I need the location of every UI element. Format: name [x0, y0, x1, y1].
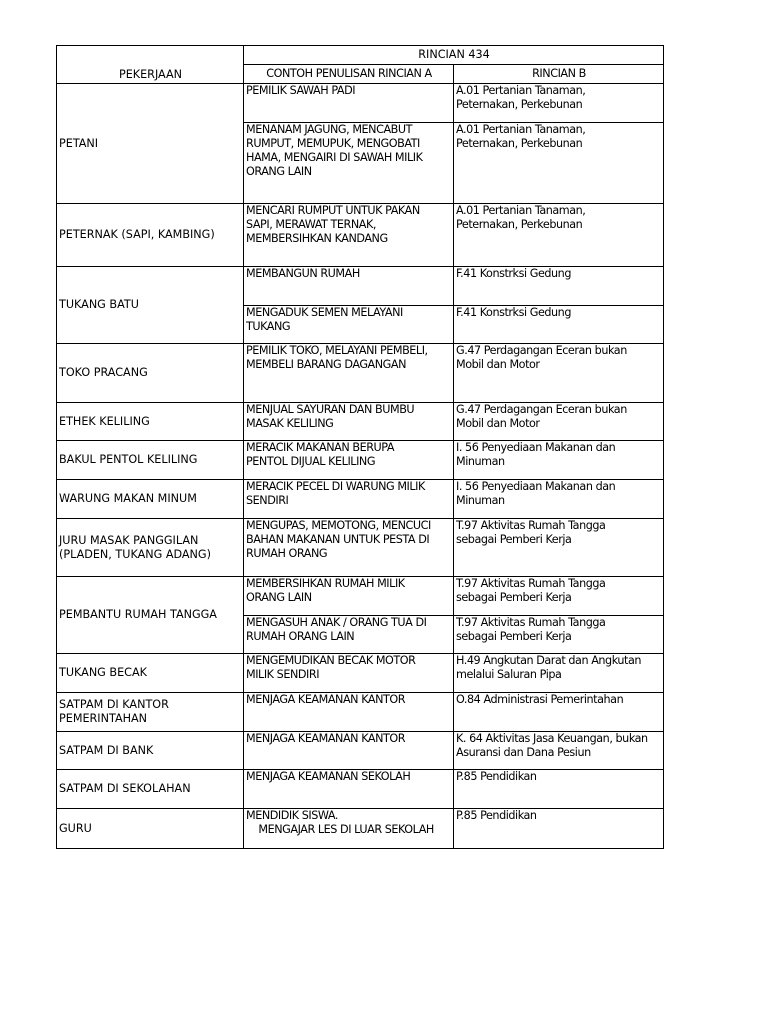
cell-line: Minuman [456, 455, 505, 468]
cell-pekerjaan: PETANI [57, 84, 244, 204]
cell-line: MEMBERSIHKAN RUMAH MILIK [246, 577, 405, 590]
cell-line: MENJAGA KEAMANAN KANTOR [246, 693, 406, 706]
cell-pekerjaan: SATPAM DI SEKOLAHAN [57, 770, 244, 809]
cell-rincian-a [244, 693, 454, 732]
cell-line: MENJAGA KEAMANAN SEKOLAH [246, 770, 411, 783]
table-row [57, 403, 664, 441]
cell-rincian-b [454, 306, 664, 344]
cell-line: ORANG LAIN [246, 165, 312, 178]
table-row [57, 732, 664, 770]
cell-line: MENJAGA KEAMANAN KANTOR [246, 732, 406, 745]
table-row [57, 693, 664, 732]
cell-pekerjaan: WARUNG MAKAN MINUM [57, 480, 244, 519]
cell-line: MENCARI RUMPUT UNTUK PAKAN [246, 204, 420, 217]
cell-rincian-a [244, 403, 454, 441]
cell-pekerjaan: PEMBANTU RUMAH TANGGA [57, 577, 244, 654]
cell-rincian-a [244, 809, 454, 849]
cell-pekerjaan: JURU MASAK PANGGILAN (PLADEN, TUKANG ADANG) [57, 519, 244, 577]
cell-rincian-b [454, 403, 664, 441]
cell-line: P.85 Pendidikan [456, 809, 537, 822]
cell-line: MENDIDIK SISWA. [246, 809, 339, 822]
cell-line: P.85 Pendidikan [456, 770, 537, 783]
cell-rincian-a [244, 267, 454, 306]
cell-line: Peternakan, Perkebunan [456, 137, 583, 150]
cell-line: TUKANG [246, 320, 291, 333]
table-row [57, 84, 664, 123]
cell-line: G.47 Perdagangan Eceran bukan [456, 403, 627, 416]
cell-pekerjaan: SATPAM DI KANTOR PEMERINTAHAN [57, 693, 244, 732]
cell-line: melalui Saluran Pipa [456, 668, 562, 681]
cell-rincian-a [244, 84, 454, 123]
cell-line: sebagai Pemberi Kerja [456, 533, 572, 546]
table-row [57, 204, 664, 267]
cell-rincian-b [454, 732, 664, 770]
cell-pekerjaan: PETERNAK (SAPI, KAMBING) [57, 204, 244, 267]
cell-pekerjaan: TOKO PRACANG [57, 344, 244, 403]
cell-line: MENGASUH ANAK / ORANG TUA DI [246, 616, 427, 629]
cell-rincian-b [454, 654, 664, 693]
cell-line: A.01 Pertanian Tanaman, [456, 204, 586, 217]
cell-line: RUMPUT, MEMUPUK, MENGOBATI [246, 137, 420, 150]
cell-line: sebagai Pemberi Kerja [456, 591, 572, 604]
cell-rincian-b [454, 204, 664, 267]
cell-line: T.97 Aktivitas Rumah Tangga [456, 519, 606, 532]
cell-rincian-b [454, 809, 664, 849]
cell-line: O.84 Administrasi Pemerintahan [456, 693, 624, 706]
cell-pekerjaan: TUKANG BECAK [57, 654, 244, 693]
cell-rincian-b [454, 616, 664, 654]
cell-line: Mobil dan Motor [456, 358, 540, 371]
cell-line: PENTOL DIJUAL KELILING [246, 455, 376, 468]
cell-line: MENANAM JAGUNG, MENCABUT [246, 123, 412, 136]
cell-line: MENGEMUDIKAN BECAK MOTOR [246, 654, 416, 667]
cell-rincian-a [244, 577, 454, 616]
cell-line: Peternakan, Perkebunan [456, 218, 583, 231]
cell-rincian-b [454, 84, 664, 123]
cell-rincian-a [244, 480, 454, 519]
cell-line: I. 56 Penyediaan Makanan dan [456, 480, 616, 493]
cell-line: H.49 Angkutan Darat dan Angkutan [456, 654, 641, 667]
cell-rincian-a [244, 441, 454, 480]
cell-rincian-a [244, 654, 454, 693]
cell-line: I. 56 Penyediaan Makanan dan [456, 441, 616, 454]
cell-line: T.97 Aktivitas Rumah Tangga [456, 577, 606, 590]
cell-line: Mobil dan Motor [456, 417, 540, 430]
cell-pekerjaan: ETHEK KELILING [57, 403, 244, 441]
header-rincian-b: RINCIAN B [454, 65, 664, 84]
cell-line: MEMBERSIHKAN KANDANG [246, 232, 388, 245]
cell-line: T.97 Aktivitas Rumah Tangga [456, 616, 606, 629]
cell-line: ORANG LAIN [246, 591, 312, 604]
cell-rincian-a [244, 770, 454, 809]
cell-rincian-b [454, 770, 664, 809]
cell-rincian-b [454, 344, 664, 403]
cell-line: BAHAN MAKANAN UNTUK PESTA DI [246, 533, 430, 546]
cell-pekerjaan: GURU [57, 809, 244, 849]
cell-rincian-b [454, 123, 664, 204]
cell-line: G.47 Perdagangan Eceran bukan [456, 344, 627, 357]
cell-line: MENGUPAS, MEMOTONG, MENCUCI [246, 519, 431, 532]
cell-pekerjaan: SATPAM DI BANK [57, 732, 244, 770]
table-row [57, 654, 664, 693]
table-row [57, 267, 664, 306]
cell-rincian-b [454, 267, 664, 306]
table-row [57, 344, 664, 403]
cell-rincian-a [244, 519, 454, 577]
cell-line: Minuman [456, 494, 505, 507]
cell-line: PEMILIK SAWAH PADI [246, 84, 356, 97]
cell-rincian-a [244, 344, 454, 403]
cell-rincian-a [244, 306, 454, 344]
cell-rincian-b [454, 519, 664, 577]
header-rincian-group: RINCIAN 434 [244, 46, 664, 65]
header-pekerjaan: PEKERJAAN [57, 46, 244, 84]
cell-line: SENDIRI [246, 494, 289, 507]
cell-rincian-a [244, 732, 454, 770]
cell-line: MENGAJAR LES DI LUAR SEKOLAH [246, 823, 434, 836]
cell-line: A.01 Pertanian Tanaman, [456, 123, 586, 136]
cell-line: HAMA, MENGAIRI DI SAWAH MILIK [246, 151, 423, 164]
cell-pekerjaan: TUKANG BATU [57, 267, 244, 344]
cell-rincian-a [244, 616, 454, 654]
cell-line: MEMBELI BARANG DAGANGAN [246, 358, 407, 371]
table-row [57, 480, 664, 519]
cell-line: RUMAH ORANG [246, 547, 328, 560]
cell-line: MENJUAL SAYURAN DAN BUMBU [246, 403, 415, 416]
cell-pekerjaan: BAKUL PENTOL KELILING [57, 441, 244, 480]
occupation-table [56, 45, 664, 849]
cell-line: MERACIK MAKANAN BERUPA [246, 441, 395, 454]
cell-line: K. 64 Aktivitas Jasa Keuangan, bukan [456, 732, 648, 745]
cell-line: MASAK KELILING [246, 417, 334, 430]
cell-rincian-b [454, 441, 664, 480]
cell-rincian-b [454, 480, 664, 519]
table-row [57, 441, 664, 480]
cell-line: F.41 Konstrksi Gedung [456, 306, 571, 319]
cell-line: F.41 Konstrksi Gedung [456, 267, 571, 280]
table-row [57, 770, 664, 809]
table-row [57, 809, 664, 849]
cell-line: MILIK SENDIRI [246, 668, 320, 681]
table-body [57, 84, 664, 849]
cell-line: MEMBANGUN RUMAH [246, 267, 360, 280]
cell-line: A.01 Pertanian Tanaman, [456, 84, 586, 97]
cell-line: RUMAH ORANG LAIN [246, 630, 355, 643]
table-row [57, 577, 664, 616]
cell-rincian-b [454, 693, 664, 732]
cell-line: sebagai Pemberi Kerja [456, 630, 572, 643]
cell-rincian-b [454, 577, 664, 616]
cell-rincian-a [244, 204, 454, 267]
cell-rincian-a [244, 123, 454, 204]
cell-line: Peternakan, Perkebunan [456, 98, 583, 111]
cell-line: MERACIK PECEL DI WARUNG MILIK [246, 480, 425, 493]
cell-line: MENGADUK SEMEN MELAYANI [246, 306, 403, 319]
cell-line: SAPI, MERAWAT TERNAK, [246, 218, 376, 231]
header-rincian-a: CONTOH PENULISAN RINCIAN A [244, 65, 454, 84]
cell-line: PEMILIK TOKO, MELAYANI PEMBELI, [246, 344, 428, 357]
cell-line: Asuransi dan Dana Pesiun [456, 746, 591, 759]
table-row [57, 519, 664, 577]
